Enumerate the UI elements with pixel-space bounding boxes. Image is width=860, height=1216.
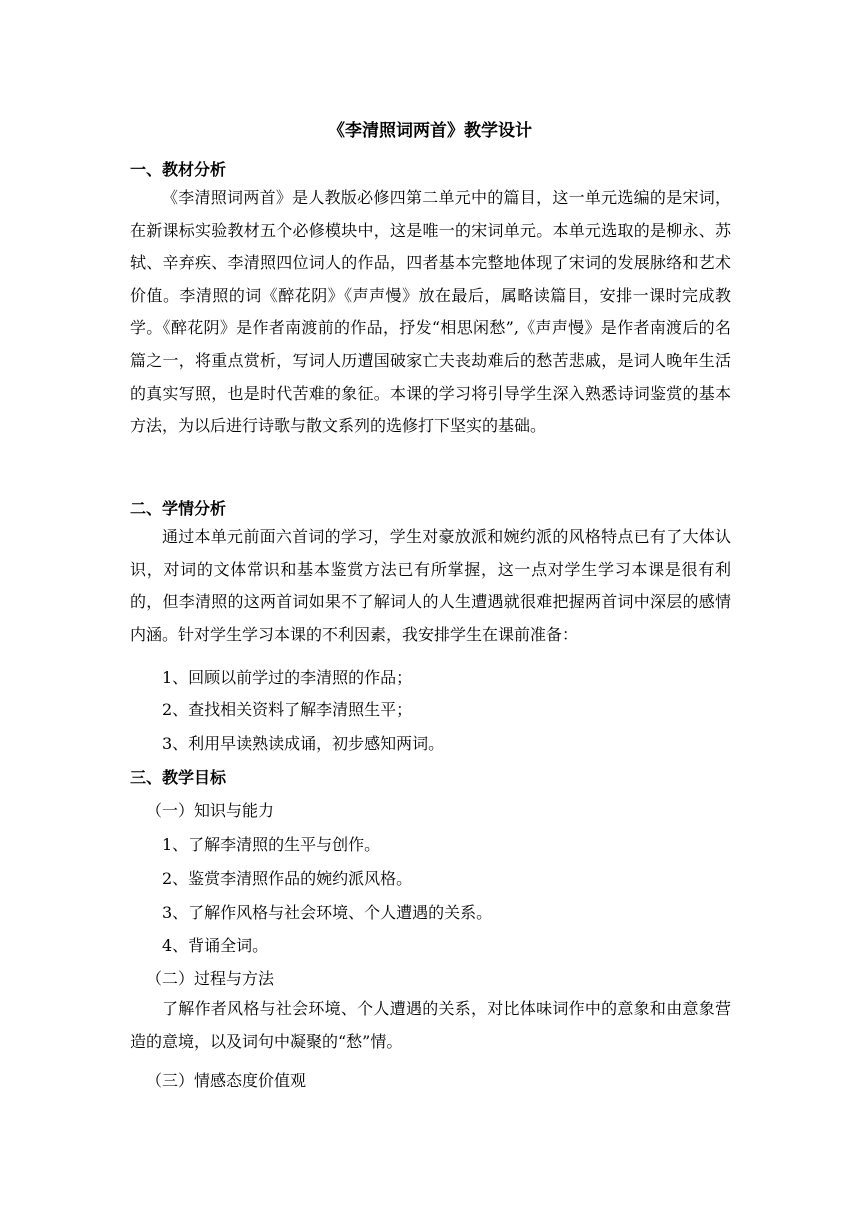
section-paragraph-textbook-analysis: 《李清照词两首》是人教版必修四第二单元中的篇目，这一单元选编的是宋词，在新课标实验教材五个必修模块中，这是唯一的宋词单元。本单元选取的是柳永、苏轼、辛弃疾、李清照四位词人的作品，四者基本完整地体现了宋词的发展脉络和艺术价值。李清照的词《醉花阴》《声声慢》放在最后，属略读篇目，安排一课时完成教学。《醉花阴》是作者南渡前的作品，抒发“相思闲愁”,《声声慢》是作者南渡后的名篇之一，将重点赏析，写词人历遭国破家亡夫丧劫难后的愁苦悲戚，是词人晚年生活的真实写照，也是时代苦难的象征。本课的学习将引导学生深入熟悉诗词鉴赏的基本方法，为以后进行诗歌与散文系列的选修打下坚实的基础。 [130,188,731,436]
section-heading-student-analysis: 二、学情分析 [130,499,227,518]
section-paragraph-process-method: 了解作者风格与社会环境、个人遭遇的关系，对比体味词作中的意象和由意象营造的意境，以及词句中凝聚的“愁”情。 [130,999,731,1051]
list-item: 2、鉴赏李清照作品的婉约派风格。 [162,869,413,888]
list-item: 1、回顾以前学过的李清照的作品； [162,668,413,687]
list-item: 4、背诵全词。 [162,936,269,955]
list-item: 2、查找相关资料了解李清照生平； [162,700,413,719]
list-item: 3、了解作风格与社会环境、个人遭遇的关系。 [162,903,493,922]
page-title: 《李清照词两首》教学设计 [328,121,532,141]
section-heading-teaching-goals: 三、教学目标 [130,768,227,787]
subheading-process-method: （二）过程与方法 [146,969,275,988]
list-item: 3、利用早读熟读成诵，初步感知两词。 [162,734,445,753]
section-paragraph-student-analysis: 通过本单元前面六首词的学习，学生对豪放派和婉约派的风格特点已有了大体认识，对词的文体常识和基本鉴赏方法已有所掌握，这一点对学生学习本课是很有利的，但李清照的这两首词如果不了解词人的人生遭遇就很难把握两首词中深层的感情内涵。针对学生学习本课的不利因素，我安排学生在课前准备： [130,527,731,644]
section-heading-textbook-analysis: 一、教材分析 [130,160,227,179]
list-item: 1、了解李清照的生平与创作。 [162,835,381,854]
subheading-emotion-attitude-values: （三）情感态度价值观 [146,1071,307,1090]
subheading-knowledge-ability: （一）知识与能力 [146,801,275,820]
